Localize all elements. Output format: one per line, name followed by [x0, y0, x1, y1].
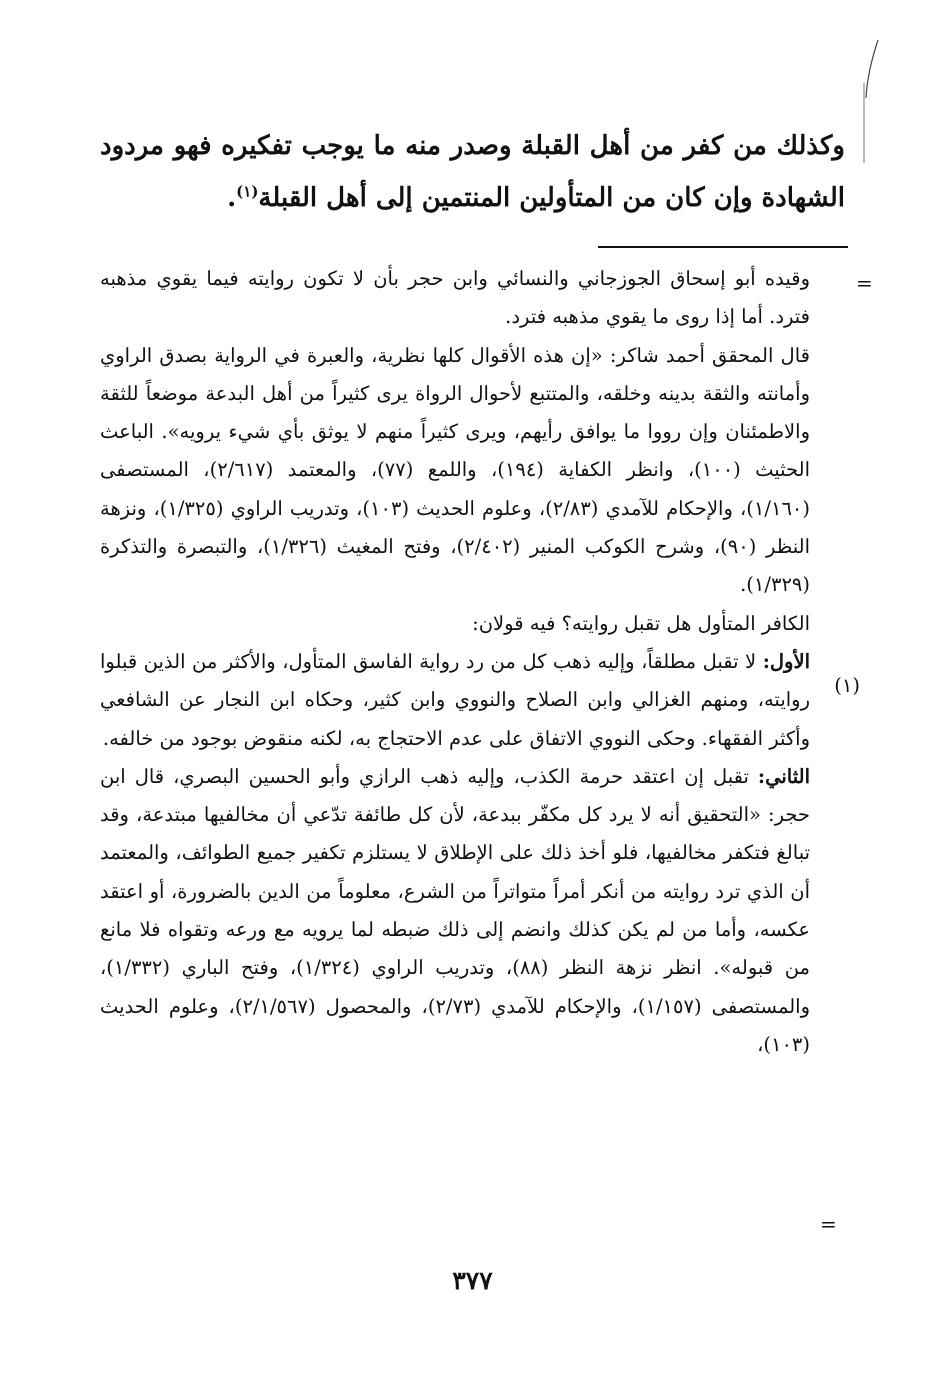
footnote-first-opinion: [100, 643, 810, 758]
margin-pencil-mark: [850, 38, 880, 168]
first-opinion-text: لا تقبل مطلقاً، وإليه ذهب كل من رد رواية الفاسق المتأول، والأكثر من الذين قبلوا روايته، ومنهم الغزالي وابن الصلاح والنووي وابن كثير، وحكاه ابن النجار عن الشافعي وأكثر الفقهاء. وحكى النووي الاتفاق على عدم الاحتجاج به، لكنه منقوض بوجود من خالفه.: [100, 649, 810, 750]
footnotes-block: [100, 260, 810, 1064]
footnote-second-opinion: [100, 758, 810, 1064]
footnote-paragraph-restriction: وقيده أبو إسحاق الجوزجاني والنسائي وابن حجر بأن لا تكون روايته فيما يقوي مذهبه فترد. أما إذا روى ما يقوي مذهبه فترد.: [100, 267, 810, 329]
main-sentence: وكذلك من كفر من أهل القبلة وصدر منه ما يوجب تفكيره فهو مردود الشهادة وإن كان من المتأولين المنتمين إلى أهل القبلة: [100, 131, 845, 213]
footnote-reference: (١): [236, 182, 259, 201]
footnote-separator: [598, 246, 848, 248]
main-body-text: [100, 120, 845, 224]
page-number: ٣٧٧: [452, 1266, 493, 1295]
first-opinion-label: الأول:: [762, 649, 811, 673]
footnote-continues-marker: =: [820, 1212, 837, 1236]
main-paragraph: [100, 120, 845, 224]
footnote-number: (١): [834, 674, 860, 697]
second-opinion-text: تقبل إن اعتقد حرمة الكذب، وإليه ذهب الرازي وأبو الحسين البصري، قال ابن حجر: «التحقيق أنه لا يرد كل مكفّر ببدعة، لأن كل طائفة تدّعي أن مخالفيها مبتدعة، وقد تبالغ فتكفر مخالفيها، فلو أخذ ذلك على الإطلاق لا يستلزم تكفير جميع الطوائف، والمعتمد أن الذي ترد روايته من أنكر أمراً متواتراً من الشرع، معلوماً من الدين بالضرورة، أو اعتقد عكسه، وأما من لم يكن كذلك وانضم إلى ذلك ضبطه لما يرويه مع ورعه وتقواه فلا مانع من قبوله». انظر نزهة النظر (٨٨)، وتدريب الراوي (١/٣٢٤)، وفتح الباري (١/٣٣٢)، والمستصفى (١/١٥٧)، والإحكام للآمدي (٢/٧٣)، والمحصول (٢/١/٥٦٧)، وعلوم الحديث (١٠٣)،: [100, 764, 811, 1056]
footnote-paragraph-shakir: قال المحقق أحمد شاكر: «إن هذه الأقوال كلها نظرية، والعبرة في الرواية بصدق الراوي وأمانته والثقة بدينه وخلقه، والمتتبع لأحوال الرواة يرى كثيراً من أهل البدعة موضعاً للثقة والاطمئنان وإن رووا ما يوافق رأيهم، ويرى كثيراً منهم لا يوثق بأي شيء يرويه». الباعث الحثيث (١٠٠)، وانظر الكفاية (١٩٤)، واللمع (٧٧)، والمعتمد (٢/٦١٧)، المستصفى (١/١٦٠)، والإحكام للآمدي (٢/٨٣)، وعلوم الحديث (١٠٣)، وتدريب الراوي (١/٣٢٥)، ونزهة النظر (٩٠)، وشرح الكوكب المنير (٢/٤٠٢)، وفتح المغيث (١/٣٢٦)، والتبصرة والتذكرة (١/٣٢٩).: [100, 343, 811, 597]
footnote-continuation-marker: =: [856, 271, 873, 295]
second-opinion-label: الثاني:: [757, 764, 810, 788]
main-sentence-end: .: [227, 183, 237, 213]
footnote-question: الكافر المتأول هل تقبل روايته؟ فيه قولان:: [472, 611, 810, 635]
